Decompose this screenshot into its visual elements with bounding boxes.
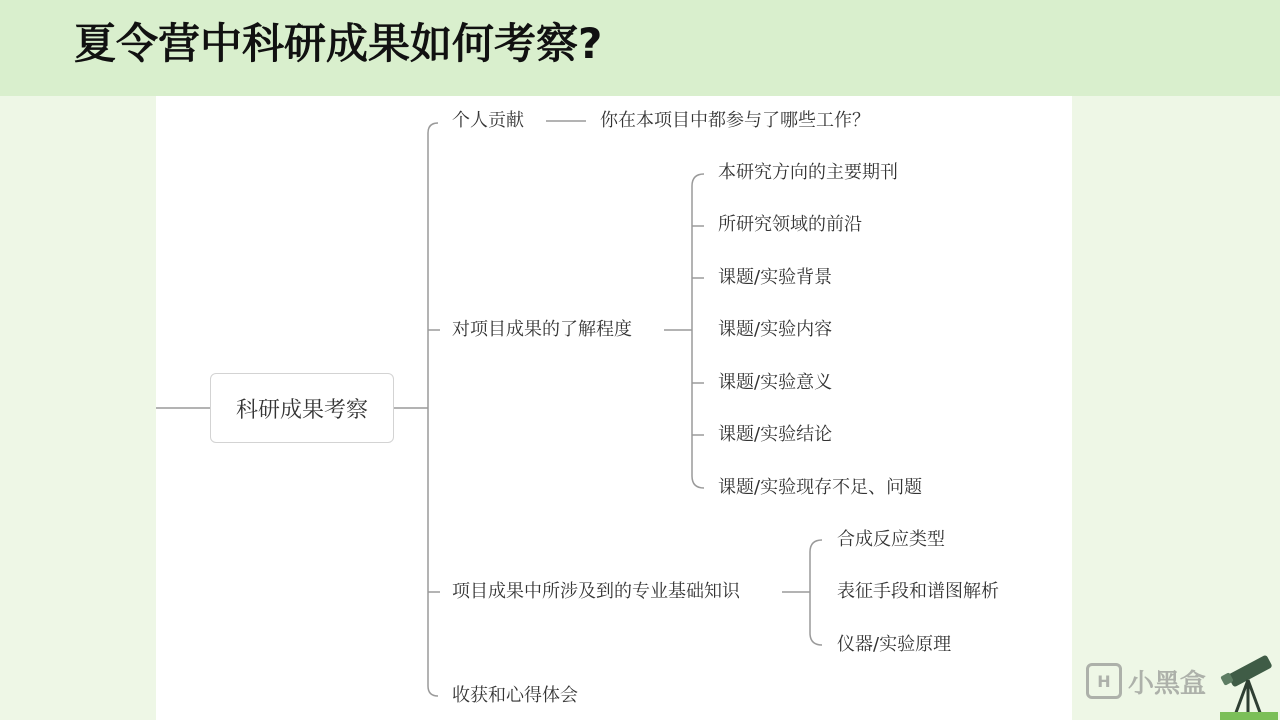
page-title: 夏令营中科研成果如何考察? [74, 19, 603, 68]
leaf-characterization: 表征手段和谱图解析 [837, 581, 999, 602]
leaf-conclusion: 课题/实验结论 [718, 424, 833, 445]
main-trunk [428, 123, 438, 696]
branch-basic-knowledge: 项目成果中所涉及到的专业基础知识 [452, 581, 740, 602]
branch3-subtrunk [810, 540, 822, 645]
leaf-reaction-types: 合成反应类型 [837, 529, 945, 550]
watermark-text: 小黑盒 [1128, 668, 1207, 699]
leaf-background: 课题/实验背景 [718, 267, 833, 288]
leaf-significance: 课题/实验意义 [718, 372, 833, 393]
branch-understanding-level: 对项目成果的了解程度 [452, 319, 632, 340]
telescope-icon [1218, 650, 1280, 720]
leaf-instrument-principles: 仪器/实验原理 [837, 634, 952, 655]
branch-personal-contribution: 个人贡献 [452, 110, 524, 131]
leaf-content: 课题/实验内容 [718, 319, 833, 340]
xiaoheihe-logo-icon: H [1086, 663, 1122, 699]
leaf-main-journals: 本研究方向的主要期刊 [718, 162, 898, 183]
leaf-research-frontier: 所研究领域的前沿 [718, 214, 862, 235]
leaf-shortcomings: 课题/实验现存不足、问题 [718, 477, 923, 498]
mindmap-root-node: 科研成果考察 [210, 373, 394, 443]
branch2-subtrunk [692, 174, 704, 488]
watermark [1086, 656, 1206, 706]
leaf-work-participation: 你在本项目中都参与了哪些工作？ [600, 110, 870, 131]
branch-reflections: 收获和心得体会 [452, 685, 578, 706]
